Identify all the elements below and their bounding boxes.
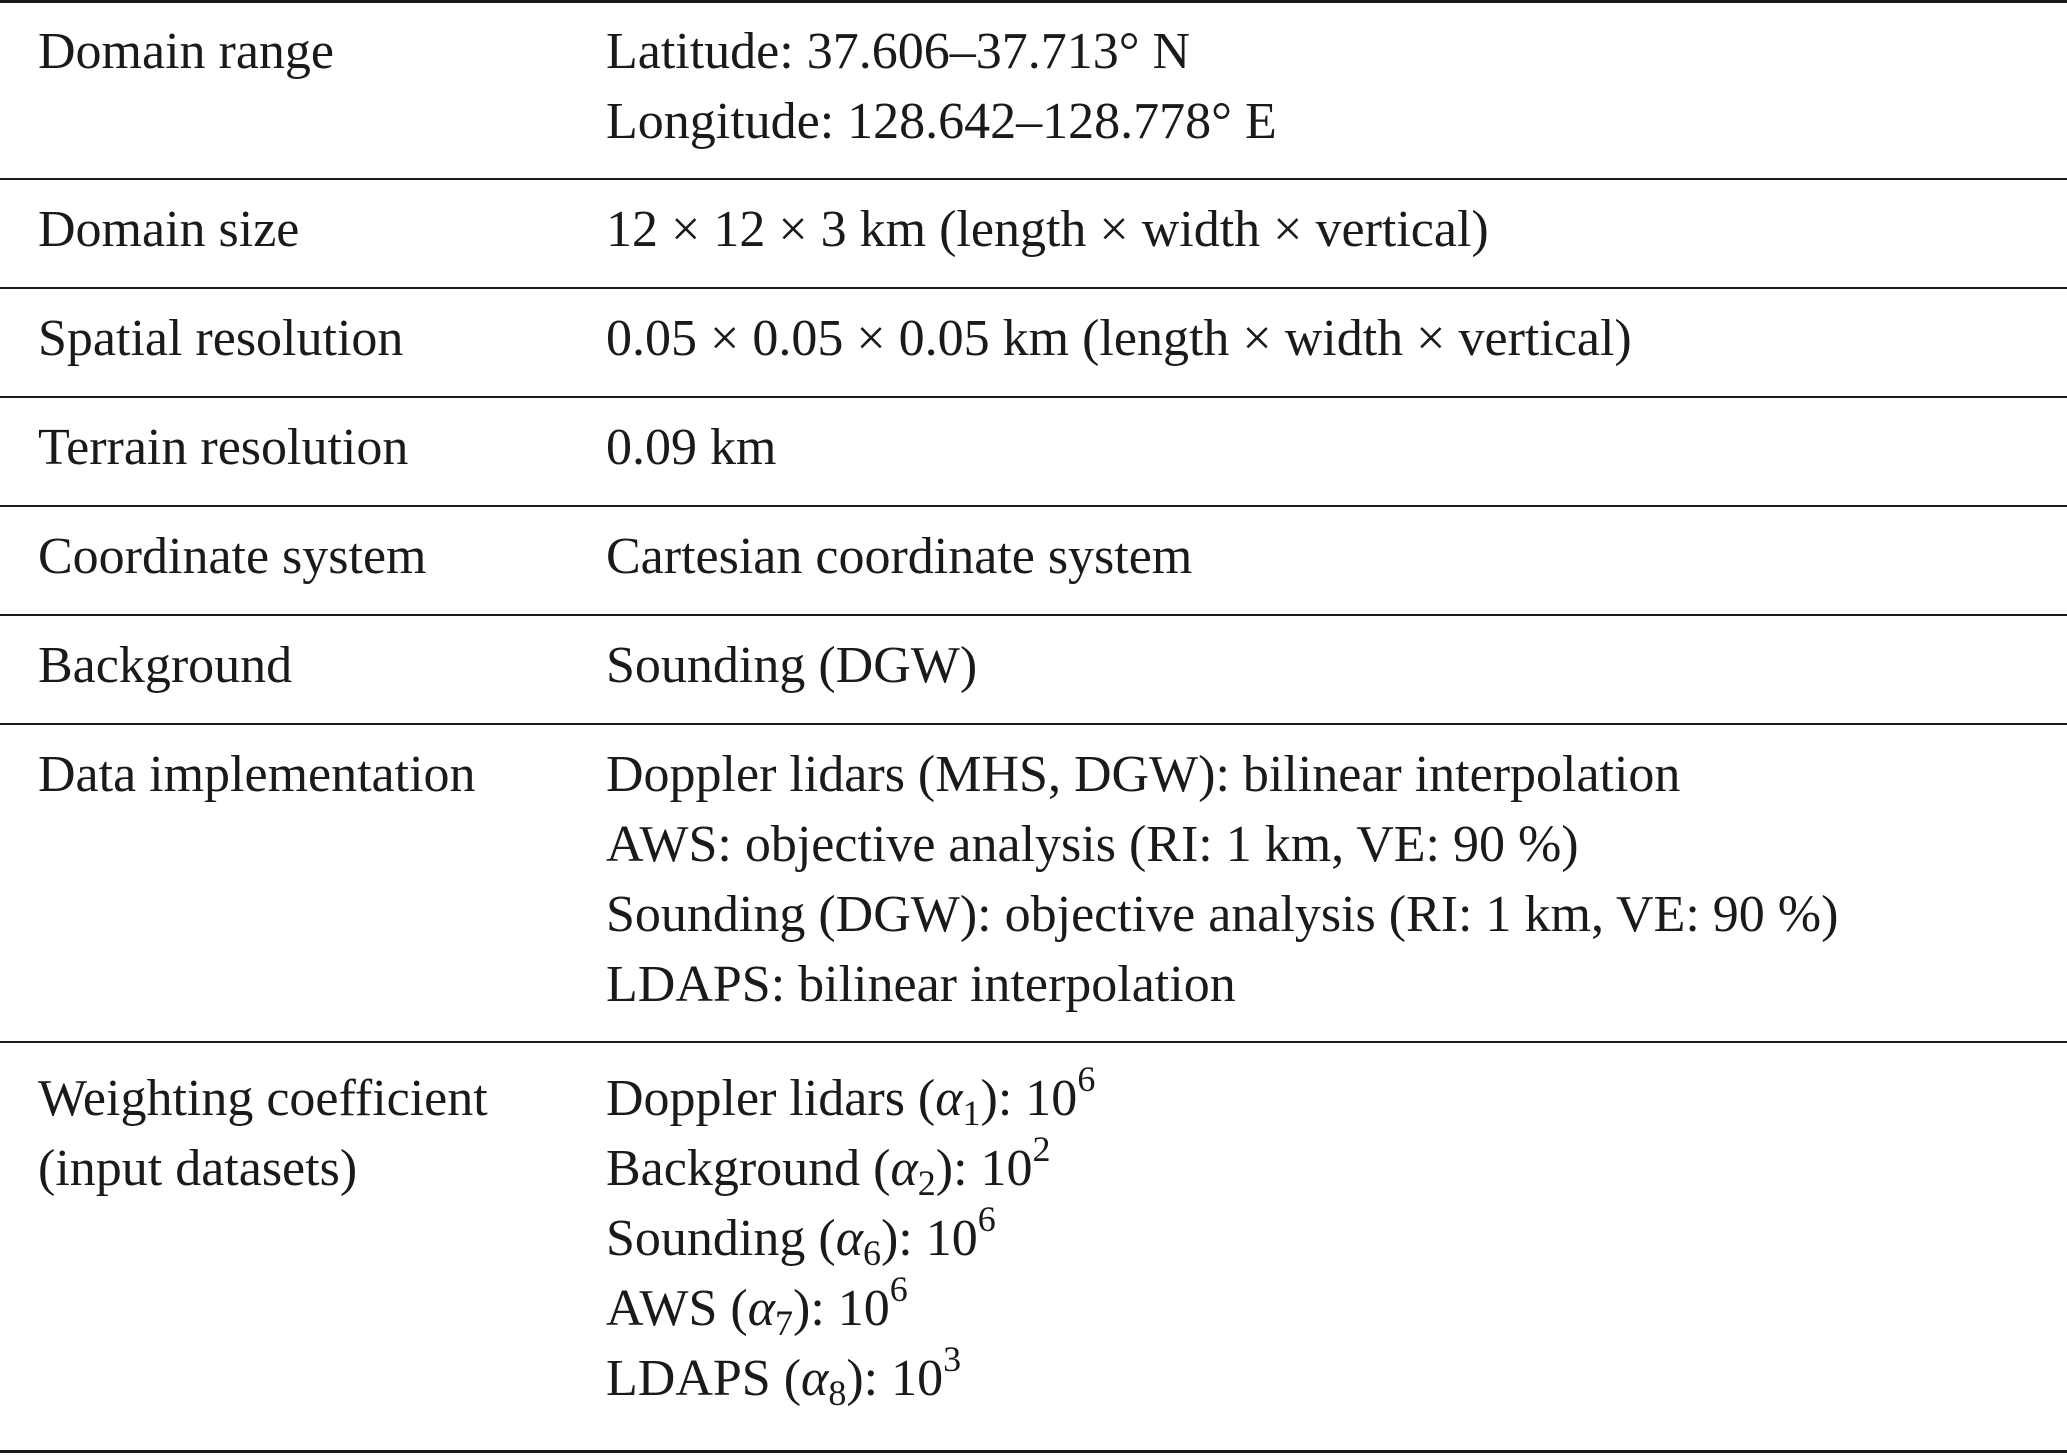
implementation-line: AWS: objective analysis (RI: 1 km, VE: 90 %): [606, 816, 1579, 873]
coefficient-line: LDAPS $(\alpha_8)$: $10^3$: [606, 1339, 962, 1413]
alpha-symbol: α: [801, 1350, 829, 1407]
row-label-coordinate-system: Coordinate system: [38, 528, 427, 585]
row-divider: [0, 505, 2067, 507]
row-value-data-implementation: [606, 740, 1838, 1020]
row-label-spatial-resolution: Spatial resolution: [38, 310, 404, 367]
row-divider: [0, 723, 2067, 725]
implementation-line: LDAPS: bilinear interpolation: [606, 956, 1236, 1013]
row-value-background: Sounding (DGW): [606, 637, 978, 694]
table-bottom-rule: [0, 1450, 2067, 1453]
latitude-range: Latitude: 37.606–37.713° N: [606, 23, 1191, 80]
coefficient-line: Sounding $(\alpha_6)$: $10^6$: [606, 1199, 996, 1273]
row-divider: [0, 614, 2067, 616]
row-value-terrain-resolution: 0.09 km: [606, 419, 777, 476]
row-value-weighting-coefficient: [606, 1059, 1096, 1414]
row-label-terrain-resolution: Terrain resolution: [38, 419, 409, 476]
alpha-symbol: α: [890, 1140, 918, 1197]
row-divider: [0, 287, 2067, 289]
row-label-weighting-coefficient: Weighting coefficient (input datasets): [38, 1070, 488, 1197]
row-value-spatial-resolution: 0.05 × 0.05 × 0.05 km (length × width × vertical): [606, 310, 1632, 367]
row-label-background: Background: [38, 637, 293, 694]
coefficient-line: Doppler lidars $(\alpha_1)$: $10^6$: [606, 1059, 1096, 1133]
longitude-range: Longitude: 128.642–128.778° E: [606, 93, 1277, 150]
row-divider: [0, 178, 2067, 180]
implementation-line: Doppler lidars (MHS, DGW): bilinear interpolation: [606, 746, 1681, 803]
row-value-coordinate-system: Cartesian coordinate system: [606, 528, 1193, 585]
coefficient-line: Background $(\alpha_2)$: $10^2$: [606, 1129, 1051, 1203]
table-top-rule: [0, 0, 2067, 3]
alpha-symbol: α: [835, 1210, 863, 1267]
implementation-line: Sounding (DGW): objective analysis (RI: 1 km, VE: 90 %): [606, 886, 1839, 943]
row-label-domain-range: Domain range: [38, 23, 335, 80]
row-divider: [0, 1041, 2067, 1043]
coefficient-line: AWS $(\alpha_7)$: $10^6$: [606, 1269, 908, 1343]
row-label-data-implementation: Data implementation: [38, 746, 476, 803]
alpha-symbol: α: [935, 1070, 963, 1127]
row-divider: [0, 396, 2067, 398]
row-label-domain-size: Domain size: [38, 201, 300, 258]
row-value-domain-range: [606, 17, 1277, 157]
alpha-symbol: α: [747, 1280, 776, 1337]
row-value-domain-size: 12 × 12 × 3 km (length × width × vertical): [606, 201, 1489, 258]
